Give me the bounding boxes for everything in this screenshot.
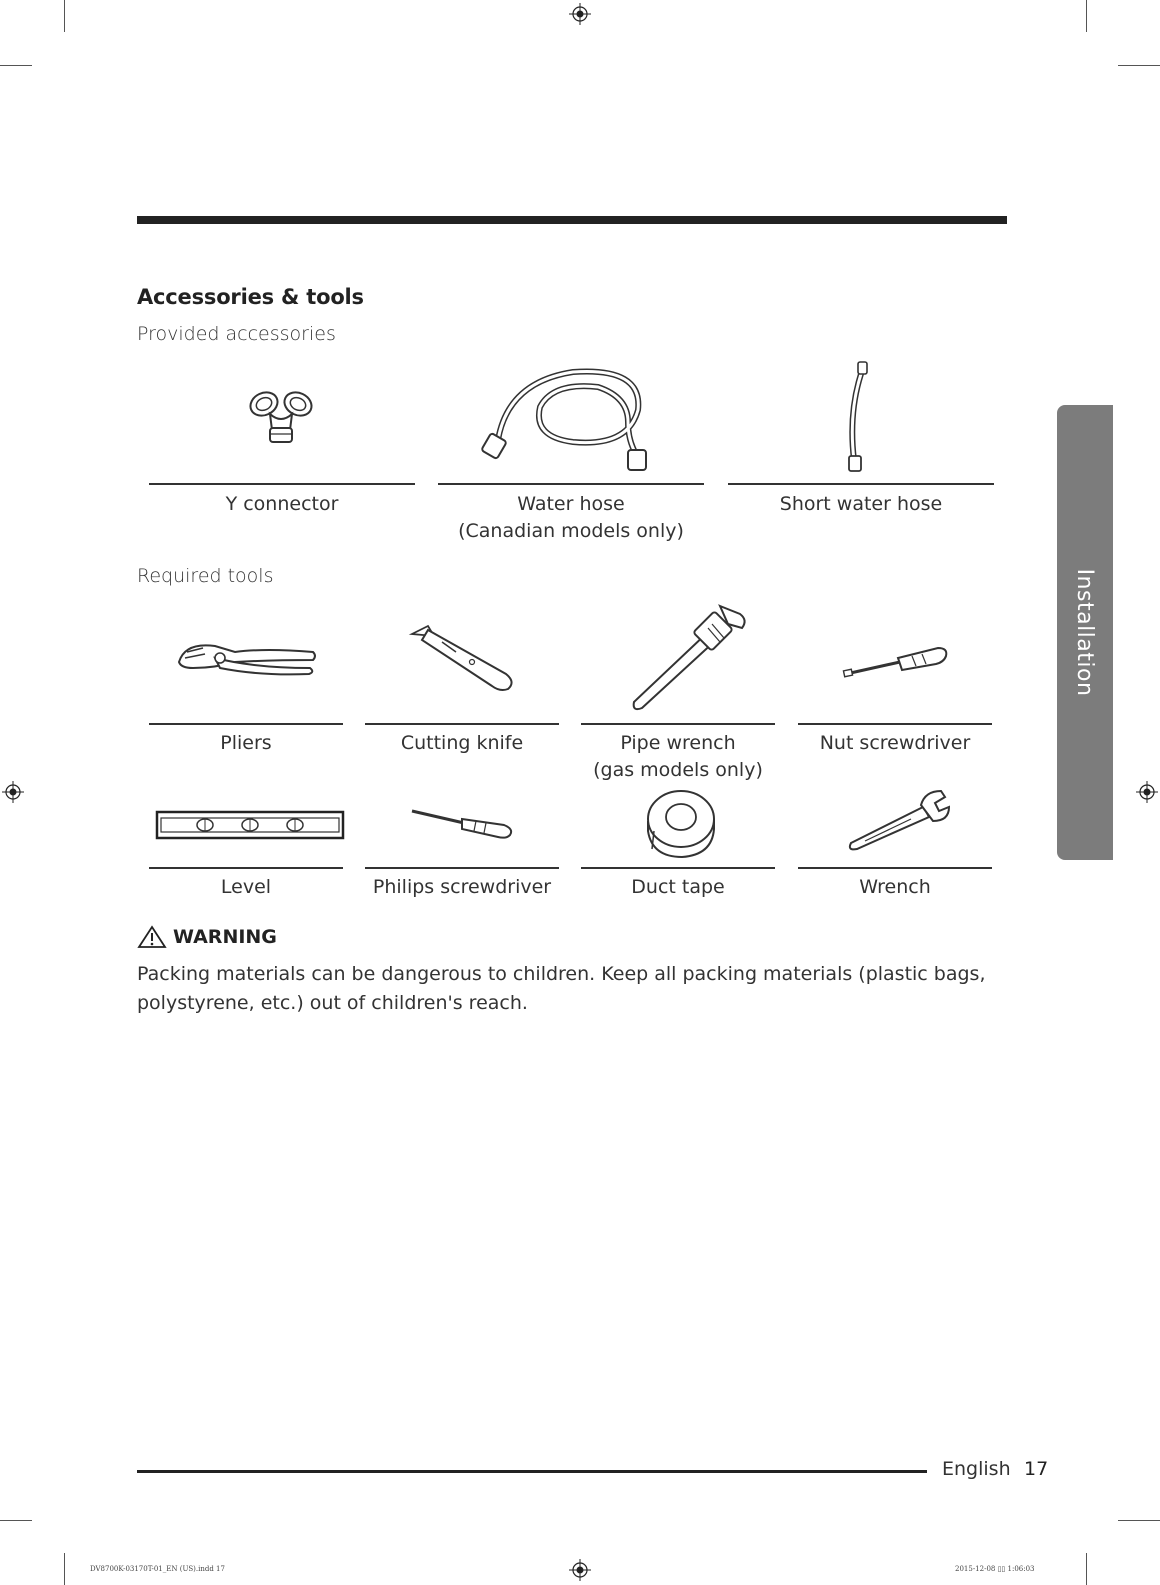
registration-mark-icon bbox=[2, 781, 24, 803]
divider bbox=[438, 483, 704, 485]
crop-mark bbox=[0, 1520, 32, 1521]
divider bbox=[581, 867, 775, 869]
caption-nut-screwdriver bbox=[798, 730, 992, 757]
caption-note: (Canadian models only) bbox=[458, 520, 684, 542]
caption-label: Water hose bbox=[517, 493, 625, 515]
caption-label: Wrench bbox=[859, 876, 931, 898]
divider bbox=[149, 483, 415, 485]
divider bbox=[365, 867, 559, 869]
level-icon bbox=[155, 810, 345, 840]
caption-label: Level bbox=[220, 876, 272, 898]
caption-wrench bbox=[798, 874, 992, 901]
caption-label: Duct tape bbox=[631, 876, 725, 898]
caption-label: Pliers bbox=[220, 732, 272, 754]
caption-duct-tape bbox=[581, 874, 775, 901]
print-slug-date: 2015-12-08 ▯▯ 1:06:03 bbox=[955, 1565, 1035, 1573]
cutting-knife-icon bbox=[408, 622, 518, 694]
crop-mark bbox=[1118, 1520, 1160, 1521]
warning-text: Packing materials can be dangerous to children. Keep all packing materials (plastic bags, polystyrene, etc.) out of children's reach. bbox=[137, 963, 986, 1014]
divider bbox=[798, 867, 992, 869]
divider bbox=[581, 723, 775, 725]
crop-mark bbox=[64, 1553, 65, 1585]
section-top-rule bbox=[137, 216, 1007, 224]
provided-accessories-label: Provided accessories bbox=[137, 323, 336, 345]
caption-label: Philips screwdriver bbox=[372, 876, 552, 898]
nut-screwdriver-icon bbox=[842, 642, 952, 682]
divider bbox=[149, 867, 343, 869]
crop-mark bbox=[64, 0, 65, 32]
divider bbox=[798, 723, 992, 725]
philips-screwdriver-icon bbox=[408, 805, 516, 841]
warning-title: WARNING bbox=[173, 926, 277, 948]
duct-tape-icon bbox=[642, 787, 720, 861]
caption-pipe-wrench bbox=[581, 730, 775, 784]
caption-philips-screwdriver bbox=[365, 874, 559, 901]
pliers-icon bbox=[175, 638, 320, 680]
installation-side-tab bbox=[1057, 405, 1113, 860]
caption-label: Short water hose bbox=[779, 493, 943, 515]
warning-heading bbox=[137, 925, 277, 949]
print-slug-file: DV8700K-03170T-01_EN (US).indd 17 bbox=[90, 1565, 225, 1573]
footer-rule bbox=[137, 1470, 927, 1473]
side-tab-label: Installation bbox=[1072, 568, 1098, 697]
registration-mark-icon bbox=[569, 3, 591, 25]
water-hose-icon bbox=[478, 362, 663, 472]
caption-y-connector bbox=[149, 491, 415, 518]
crop-mark bbox=[1118, 65, 1160, 66]
short-water-hose-icon bbox=[838, 360, 878, 475]
divider bbox=[149, 723, 343, 725]
divider bbox=[728, 483, 994, 485]
y-connector-icon bbox=[240, 382, 320, 450]
warning-triangle-icon bbox=[137, 925, 167, 949]
registration-mark-icon bbox=[1136, 781, 1158, 803]
caption-note: (gas models only) bbox=[593, 759, 763, 781]
required-tools-label: Required tools bbox=[137, 565, 274, 587]
caption-water-hose bbox=[438, 491, 704, 545]
crop-mark bbox=[0, 65, 32, 66]
footer-language: English bbox=[942, 1458, 1011, 1480]
crop-mark bbox=[1086, 1553, 1087, 1585]
crop-mark bbox=[1086, 0, 1087, 32]
registration-mark-icon bbox=[569, 1559, 591, 1581]
caption-label: Nut screwdriver bbox=[819, 732, 971, 754]
caption-label: Cutting knife bbox=[400, 732, 524, 754]
section-title: Accessories & tools bbox=[137, 285, 364, 309]
divider bbox=[365, 723, 559, 725]
caption-short-water-hose bbox=[728, 491, 994, 518]
wrench-icon bbox=[845, 787, 953, 853]
caption-pliers bbox=[149, 730, 343, 757]
caption-cutting-knife bbox=[365, 730, 559, 757]
caption-label: Y connector bbox=[225, 493, 339, 515]
caption-label: Pipe wrench bbox=[620, 732, 736, 754]
caption-level bbox=[149, 874, 343, 901]
page-number: 17 bbox=[1024, 1458, 1049, 1480]
pipe-wrench-icon bbox=[628, 602, 754, 712]
